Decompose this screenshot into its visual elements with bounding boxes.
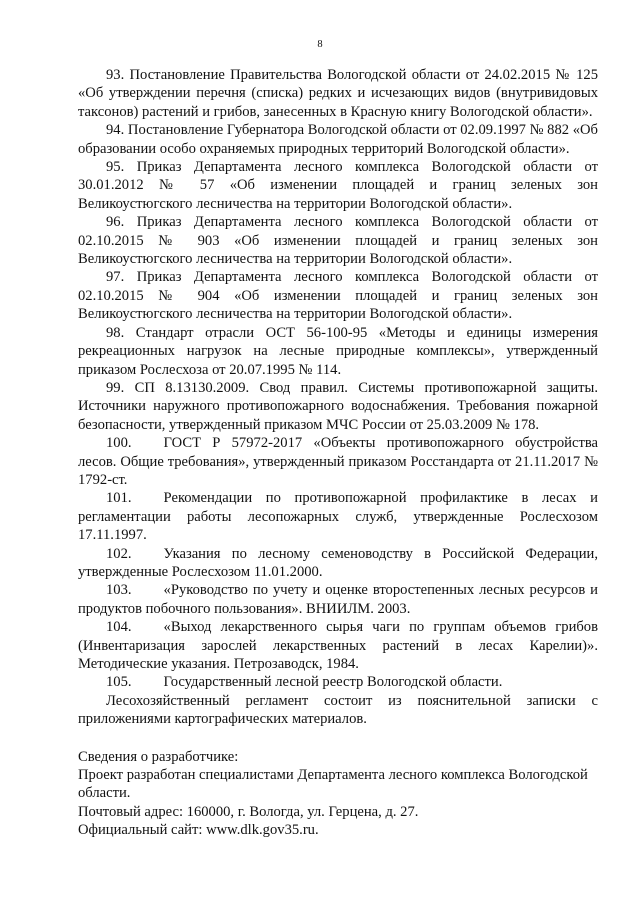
reference-text: Постановление Губернатора Вологодской области от 02.09.1997 № 882 «Об образовании особо охраняемых природных территорий Вологодской области».	[78, 122, 598, 157]
reference-text: Приказ Департамента лесного комплекса Вологодской области от 02.10.2015 № 903 «Об изменении площадей и границ зеленых зон Великоустюгского лесничества на территории Вологодской области».	[78, 214, 598, 268]
closing-paragraph: Лесохозяйственный регламент состоит из пояснительной записки с приложениями картографических материалов.	[78, 692, 598, 728]
reference-item	[78, 268, 598, 323]
reference-number: 102.	[106, 545, 132, 562]
reference-number: 96.	[106, 214, 125, 231]
reference-number: 105.	[106, 674, 132, 691]
reference-text: «Руководство по учету и оценке второстепенных лесных ресурсов и продуктов побочного пользования». ВНИИЛМ. 2003.	[78, 582, 598, 617]
developer-heading: Сведения о разработчике:	[78, 748, 239, 765]
reference-item	[78, 489, 598, 544]
document-body	[78, 66, 598, 840]
reference-item	[78, 581, 598, 618]
reference-text: Государственный лесной реестр Вологодской области.	[163, 674, 503, 691]
developer-address: Почтовый адрес: 160000, г. Вологда, ул. Герцена, д. 27.	[78, 803, 419, 820]
reference-number: 93.	[106, 67, 125, 83]
reference-item	[78, 324, 598, 379]
developer-website: Официальный сайт: www.dlk.gov35.ru.	[78, 822, 319, 839]
reference-text: «Выход лекарственного сырья чаги по группам объемов грибов (Инвентаризация зарослей лекарственных растений в лесах Карелии)». Методические указания. Петрозаводск, 1984.	[78, 619, 598, 672]
developer-project: Проект разработан специалистами Департамента лесного комплекса Вологодской области.	[78, 767, 588, 802]
reference-number: 97.	[106, 269, 125, 286]
reference-text: Стандарт отрасли ОСТ 56-100-95 «Методы и единицы измерения рекреационных нагрузок на лесные природные комплексы», утвержденный приказом Рослесхоза от 20.07.1995 № 114.	[78, 324, 598, 378]
reference-number: 103.	[106, 582, 132, 599]
reference-number: 100.	[106, 435, 132, 452]
reference-number: 94.	[106, 122, 125, 139]
reference-item	[78, 66, 598, 121]
reference-number: 99.	[106, 379, 125, 396]
reference-text: Указания по лесному семеноводству в Российской Федерации, утвержденные Рослесхозом 11.01.2000.	[78, 545, 598, 580]
reference-item	[78, 121, 598, 158]
reference-item	[78, 379, 598, 434]
reference-text: Рекомендации по противопожарной профилактике в лесах и регламентации работы лесопожарных служб, утвержденные Рослесхозом 17.11.1997.	[78, 490, 598, 544]
reference-text: Приказ Департамента лесного комплекса Вологодской области от 02.10.2015 № 904 «Об изменении площадей и границ зеленых зон Великоустюгского лесничества на территории Вологодской области».	[78, 269, 598, 323]
reference-text: ГОСТ Р 57972-2017 «Объекты противопожарного обустройства лесов. Общие требования», утвержденный приказом Росстандарта от 21.11.2017 № 1792-ст.	[78, 435, 598, 488]
reference-item	[78, 545, 598, 582]
reference-number: 104.	[106, 619, 132, 636]
reference-text: Приказ Департамента лесного комплекса Вологодской области от 30.01.2012 № 57 «Об изменении площадей и границ зеленых зон Великоустюгского лесничества на территории Вологодской области».	[78, 159, 598, 212]
reference-number: 95.	[106, 159, 125, 176]
reference-item	[78, 673, 598, 691]
developer-info	[78, 748, 598, 840]
page-number: 8	[317, 39, 323, 50]
reference-number: 98.	[106, 324, 125, 341]
reference-item	[78, 434, 598, 489]
reference-item	[78, 158, 598, 213]
reference-item	[78, 213, 598, 268]
reference-text: СП 8.13130.2009. Свод правил. Системы противопожарной защиты. Источники наружного противопожарного водоснабжения. Требования пожарной безопасности, утвержденный приказом МЧС России от 25.03.2009 № 178.	[78, 379, 598, 433]
reference-text: Постановление Правительства Вологодской области от 24.02.2015 № 125 «Об утверждении перечня (списка) редких и исчезающих видов (внутривидовых таксонов) растений и грибов, занесенных в Красную книгу Вологодской области».	[78, 67, 598, 120]
reference-number: 101.	[106, 490, 132, 507]
reference-item	[78, 618, 598, 673]
